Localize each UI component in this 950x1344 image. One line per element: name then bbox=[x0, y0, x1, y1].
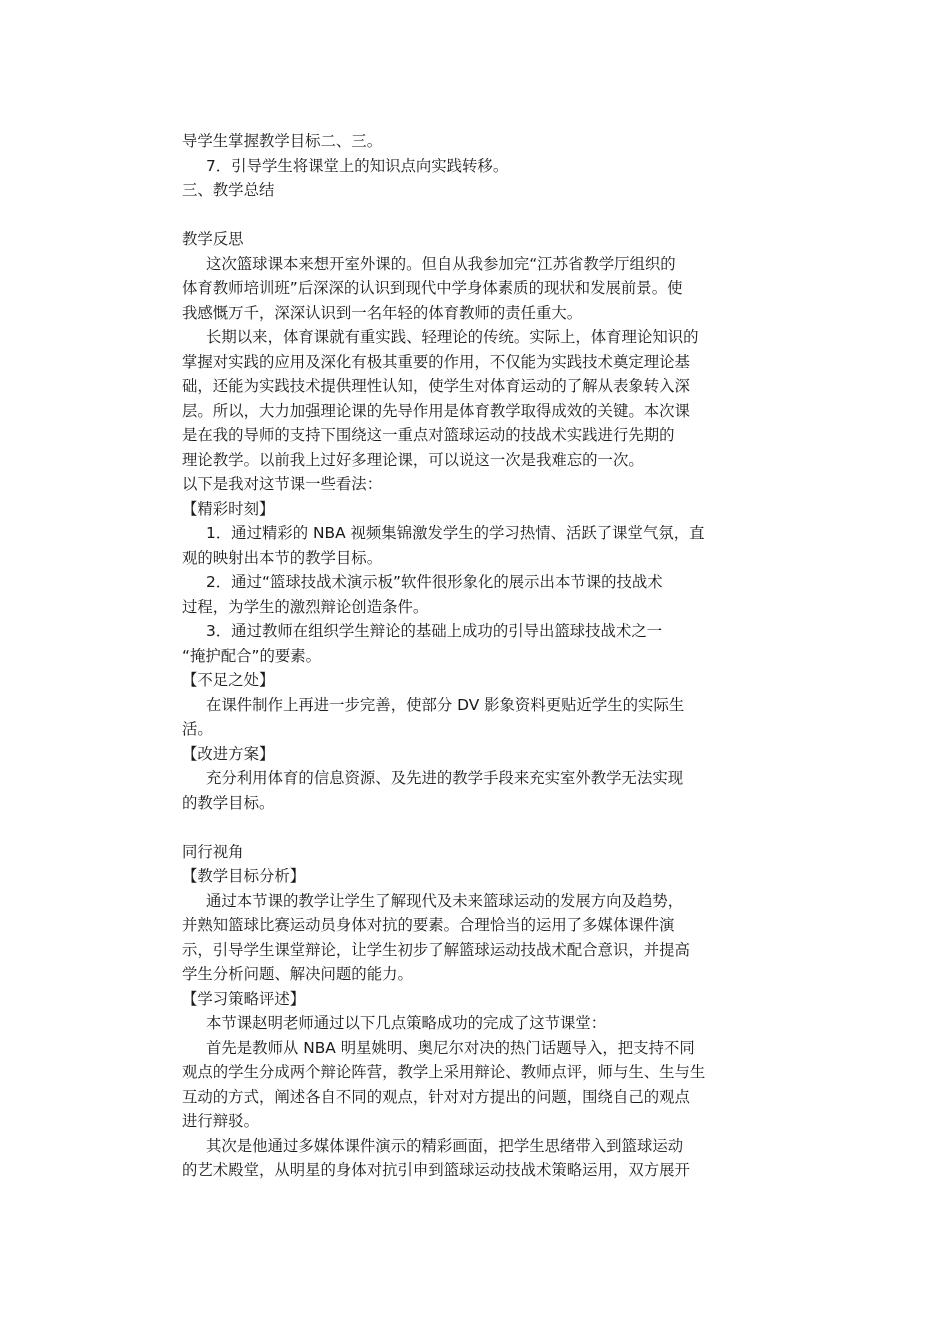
subheading-improvement-plan: 【改进方案】 bbox=[182, 744, 275, 763]
section-heading-teaching-summary: 三、教学总结 bbox=[182, 181, 275, 199]
list-item-7: 7．引导学生将课堂上的知识点向实践转移。 bbox=[206, 156, 509, 175]
text-line: 并熟知篮球比赛运动员身体对抗的要素。合理恰当的运用了多媒体课件演 bbox=[182, 916, 675, 934]
text-line: 互动的方式，阐述各自不同的观点，针对对方提出的问题，围绕自己的观点 bbox=[182, 1087, 690, 1106]
list-item-1: 1．通过精彩的 NBA 视频集锦激发学生的学习热情、活跃了课堂气氛，直 bbox=[206, 524, 705, 542]
subheading-objective-analysis: 【教学目标分析】 bbox=[182, 867, 306, 885]
text-line: 础，还能为实践技术提供理性认知，使学生对体育运动的了解从表象转入深 bbox=[182, 377, 690, 395]
text-line: 是在我的导师的支持下围绕这一重点对篮球运动的技战术实践进行先期的 bbox=[182, 426, 675, 444]
text-line: 我感慨万千，深深认识到一名年轻的体育教师的责任重大。 bbox=[182, 303, 583, 322]
heading-teaching-reflection: 教学反思 bbox=[182, 230, 244, 248]
text-line: 的教学目标。 bbox=[182, 793, 275, 812]
text-line: 观点的学生分成两个辩论阵营，教学上采用辩论、教师点评，师与生、生与生 bbox=[182, 1063, 706, 1081]
blank-line bbox=[182, 203, 770, 228]
text-line: 其次是他通过多媒体课件演示的精彩画面，把学生思绪带入到篮球运动 bbox=[206, 1136, 684, 1155]
text-line: 观的映射出本节的教学目标。 bbox=[182, 548, 383, 567]
text-line: “掩护配合”的要素。 bbox=[182, 646, 322, 665]
text-line: 以下是我对这节课一些看法： bbox=[182, 475, 383, 493]
text-line: 活。 bbox=[182, 720, 213, 738]
list-item-3: 3．通过教师在组织学生辩论的基础上成功的引导出篮球技战术之一 bbox=[206, 622, 663, 640]
list-item-2: 2．通过“篮球技战术演示板”软件很形象化的展示出本节课的技战术 bbox=[206, 573, 663, 591]
text-line: 层。所以，大力加强理论课的先导作用是体育教学取得成效的关键。本次课 bbox=[182, 401, 690, 420]
text-line: 进行辩驳。 bbox=[182, 1112, 259, 1130]
text-line: 学生分析问题、解决问题的能力。 bbox=[182, 965, 413, 983]
document-body bbox=[182, 129, 770, 1183]
text-line: 这次篮球课本来想开室外课的。但自从我参加完“江苏省教学厅组织的 bbox=[206, 254, 676, 273]
text-line: 通过本节课的教学让学生了解现代及未来篮球运动的发展方向及趋势， bbox=[206, 891, 684, 910]
subheading-strategy-review: 【学习策略评述】 bbox=[182, 989, 306, 1008]
text-line: 导学生掌握教学目标二、三。 bbox=[182, 132, 383, 150]
subheading-shortcomings: 【不足之处】 bbox=[182, 671, 275, 689]
text-line: 示，引导学生课堂辩论，让学生初步了解篮球运动技战术配合意识，并提高 bbox=[182, 940, 690, 959]
text-line: 的艺术殿堂，从明星的身体对抗引申到篮球运动技战术策略运用，双方展开 bbox=[182, 1161, 690, 1179]
text-line: 体育教师培训班”后深深的认识到现代中学身体素质的现状和发展前景。使 bbox=[182, 279, 683, 297]
subheading-highlights: 【精彩时刻】 bbox=[182, 499, 275, 518]
text-line: 在课件制作上再进一步完善，使部分 DV 影象资料更贴近学生的实际生 bbox=[206, 695, 685, 714]
heading-peer-perspective: 同行视角 bbox=[182, 842, 244, 861]
text-line: 充分利用体育的信息资源、及先进的教学手段来充实室外教学无法实现 bbox=[206, 769, 684, 787]
text-line: 理论教学。以前我上过好多理论课，可以说这一次是我难忘的一次。 bbox=[182, 450, 644, 469]
text-line: 长期以来，体育课就有重实践、轻理论的传统。实际上，体育理论知识的 bbox=[206, 328, 699, 346]
text-line: 掌握对实践的应用及深化有极其重要的作用，不仅能为实践技术奠定理论基 bbox=[182, 352, 690, 371]
text-line: 首先是教师从 NBA 明星姚明、奥尼尔对决的热门话题导入，把支持不同 bbox=[206, 1038, 695, 1057]
blank-line bbox=[182, 815, 770, 840]
text-line: 本节课赵明老师通过以下几点策略成功的完成了这节课堂： bbox=[206, 1014, 607, 1032]
text-line: 过程，为学生的激烈辩论创造条件。 bbox=[182, 597, 429, 616]
